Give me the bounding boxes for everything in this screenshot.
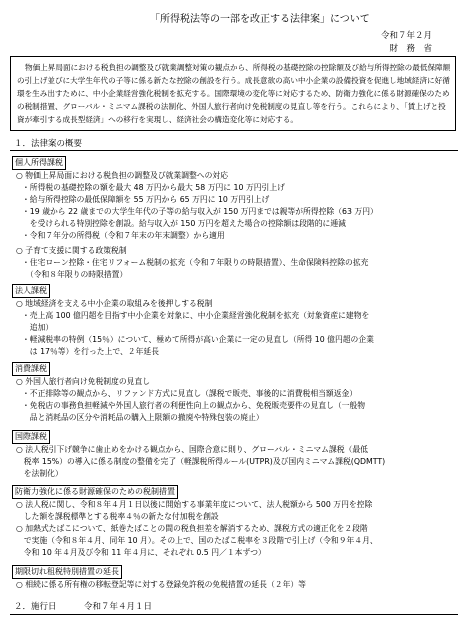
corporate-bullet-1: ○ 地域経済を支える中小企業の取組みを後押しする税制 bbox=[16, 299, 213, 308]
corporate-item-2: ・軽減税率の特例（15％）について、極めて所得が高い企業に一定の見直し（所得 10 億円超の企業 bbox=[22, 335, 374, 344]
document-title: 「所得税法等の一部を改正する法律案」について bbox=[150, 14, 370, 25]
income-item-1: ・所得税の基礎控除の額を最大 48 万円から最大 58 万円に 10 万円引上げ bbox=[22, 183, 285, 192]
section1-heading: １．法律案の概要 bbox=[14, 139, 83, 149]
consumption-item-2-cont: 品と消耗品の区分や消耗品の購入上限額の撤廃や特殊包装の廃止） bbox=[22, 413, 264, 422]
section2-rule bbox=[10, 614, 458, 615]
tag-corporate-tax: 法人課税 bbox=[12, 284, 50, 298]
income-item-5: ・住宅ローン控除・住宅リフォーム税制の拡充（令和７年限りの時限措置）、生命保険料控除の拡充 bbox=[22, 258, 369, 267]
international-line-1: ○ 法人税引下げ競争に歯止めをかける観点から、国際合意に則り、グローバル・ミニマム課税（最低 bbox=[16, 445, 368, 454]
tag-income-tax: 個人所得課税 bbox=[12, 156, 66, 170]
corporate-item-2-cont: は 17％等）を行った上で、２年延長 bbox=[22, 347, 159, 356]
defense-line-1: ○ 法人税に関し、令和８年４月１日以後に開始する事業年度について、法人税額から 500 万円を控除 bbox=[16, 500, 373, 509]
income-item-3: ・19 歳から 22 歳までの大学生年代の子等の給与収入が 150 万円までは親等が所得控除（63 万円） bbox=[22, 207, 378, 216]
consumption-item-2: ・免税店の事務負担軽減や外国人旅行者の利便性向上の観点から、免税販売要件の見直し（一般物 bbox=[22, 401, 366, 410]
defense-line-2: した額を課税標準とする税率４％の新たな付加税を創設 bbox=[16, 512, 219, 521]
document-date: 令和７年２月 bbox=[380, 31, 432, 41]
tag-defense-tax: 防衛力強化に係る財源確保のための税制措置 bbox=[12, 485, 178, 499]
section2-heading: ２．施行日 bbox=[14, 602, 57, 612]
date-block bbox=[381, 30, 432, 56]
enforcement-date: 令和７年４月１日 bbox=[84, 602, 153, 612]
intro-box bbox=[10, 56, 456, 131]
income-item-5-cont: （令和８年限りの時限措置） bbox=[22, 270, 128, 279]
consumption-item-1: ・不正排除等の観点から、リファンド方式に見直し（課税で販売、事後的に消費税相当額返金） bbox=[22, 389, 358, 398]
defense-line-5: 令和 10 年４月及び令和 11 年４月に、それぞれ 0.5 円／１本ずつ） bbox=[16, 548, 266, 557]
expiring-line-1: ○ 相続に係る所有権の移転登記等に対する登録免許税の免税措置の延長（２年）等 bbox=[16, 580, 306, 589]
income-bullet-2: ○ 子育て支援に関する政策税制 bbox=[16, 246, 127, 255]
income-item-4: ・令和７年分の所得税（令和７年末の年末調整）から適用 bbox=[22, 231, 225, 240]
income-bullet-1: ○ 物価上昇局面における税負担の調整及び就業調整への対応 bbox=[16, 171, 228, 180]
corporate-item-1-cont: 追加） bbox=[22, 323, 54, 332]
tag-expiring-tax: 期限切れ租税特別措置の延長 bbox=[12, 565, 122, 579]
ministry-name: 財 務 省 bbox=[389, 44, 432, 54]
section1-rule bbox=[10, 150, 458, 151]
consumption-bullet-1: ○ 外国人旅行者向け免税制度の見直し bbox=[16, 377, 151, 386]
tag-consumption-tax: 消費課税 bbox=[12, 362, 50, 376]
income-item-3-cont: を受けられる特別控除を創設。給与収入が 150 万円を超えた場合の控除額は段階的に逓減 bbox=[22, 219, 346, 228]
corporate-item-1: ・売上高 100 億円超を目指す中小企業を対象に、中小企業経営強化税制を拡充（対象資産に建物を bbox=[22, 311, 370, 320]
intro-text: 物価上昇局面における税負担の調整及び就業調整対策の観点から、所得税の基礎控除の控除額及び給与所得控除の最低保障額の引上げ並びに大学生年代の子等に係る新たな控除の創設を行う。成長意欲の高い中小企業の設備投資を促進し地域経済に好循環を生み出すために、中小企業経営強化税制を拡充する。国際環境の変化等に対応するため、防衛力強化に係る財源確保のための税制措置、グローバル・ミニマム課税の法制化、外国人旅行者向け免税制度の見直し等を行う。これらにより、「賃上げと投資が牽引する成長型経済」への移行を実現し、経済社会の構造変化等に対応する。 bbox=[17, 63, 451, 124]
international-line-2: 税率 15%）の導入に係る制度の整備を完了（軽課税所得ルール(UTPR)及び国内ミニマム課税(QDMTT) bbox=[16, 457, 386, 466]
tag-international-tax: 国際課税 bbox=[12, 430, 50, 444]
income-item-2: ・給与所得控除の最低保障額を 55 万円から 65 万円に 10 万円引上げ bbox=[22, 195, 270, 204]
international-line-3: を法制化） bbox=[16, 469, 63, 478]
defense-line-3: ○ 加熱式たばこについて、紙巻たばことの間の税負担差を解消するため、課税方式の適正化を２段階 bbox=[16, 524, 368, 533]
defense-line-4: で実施（令和８年４月、同年 10 月）。その上で、国のたばこ税率を３段階で引上げ（令和９年４月、 bbox=[16, 536, 378, 545]
